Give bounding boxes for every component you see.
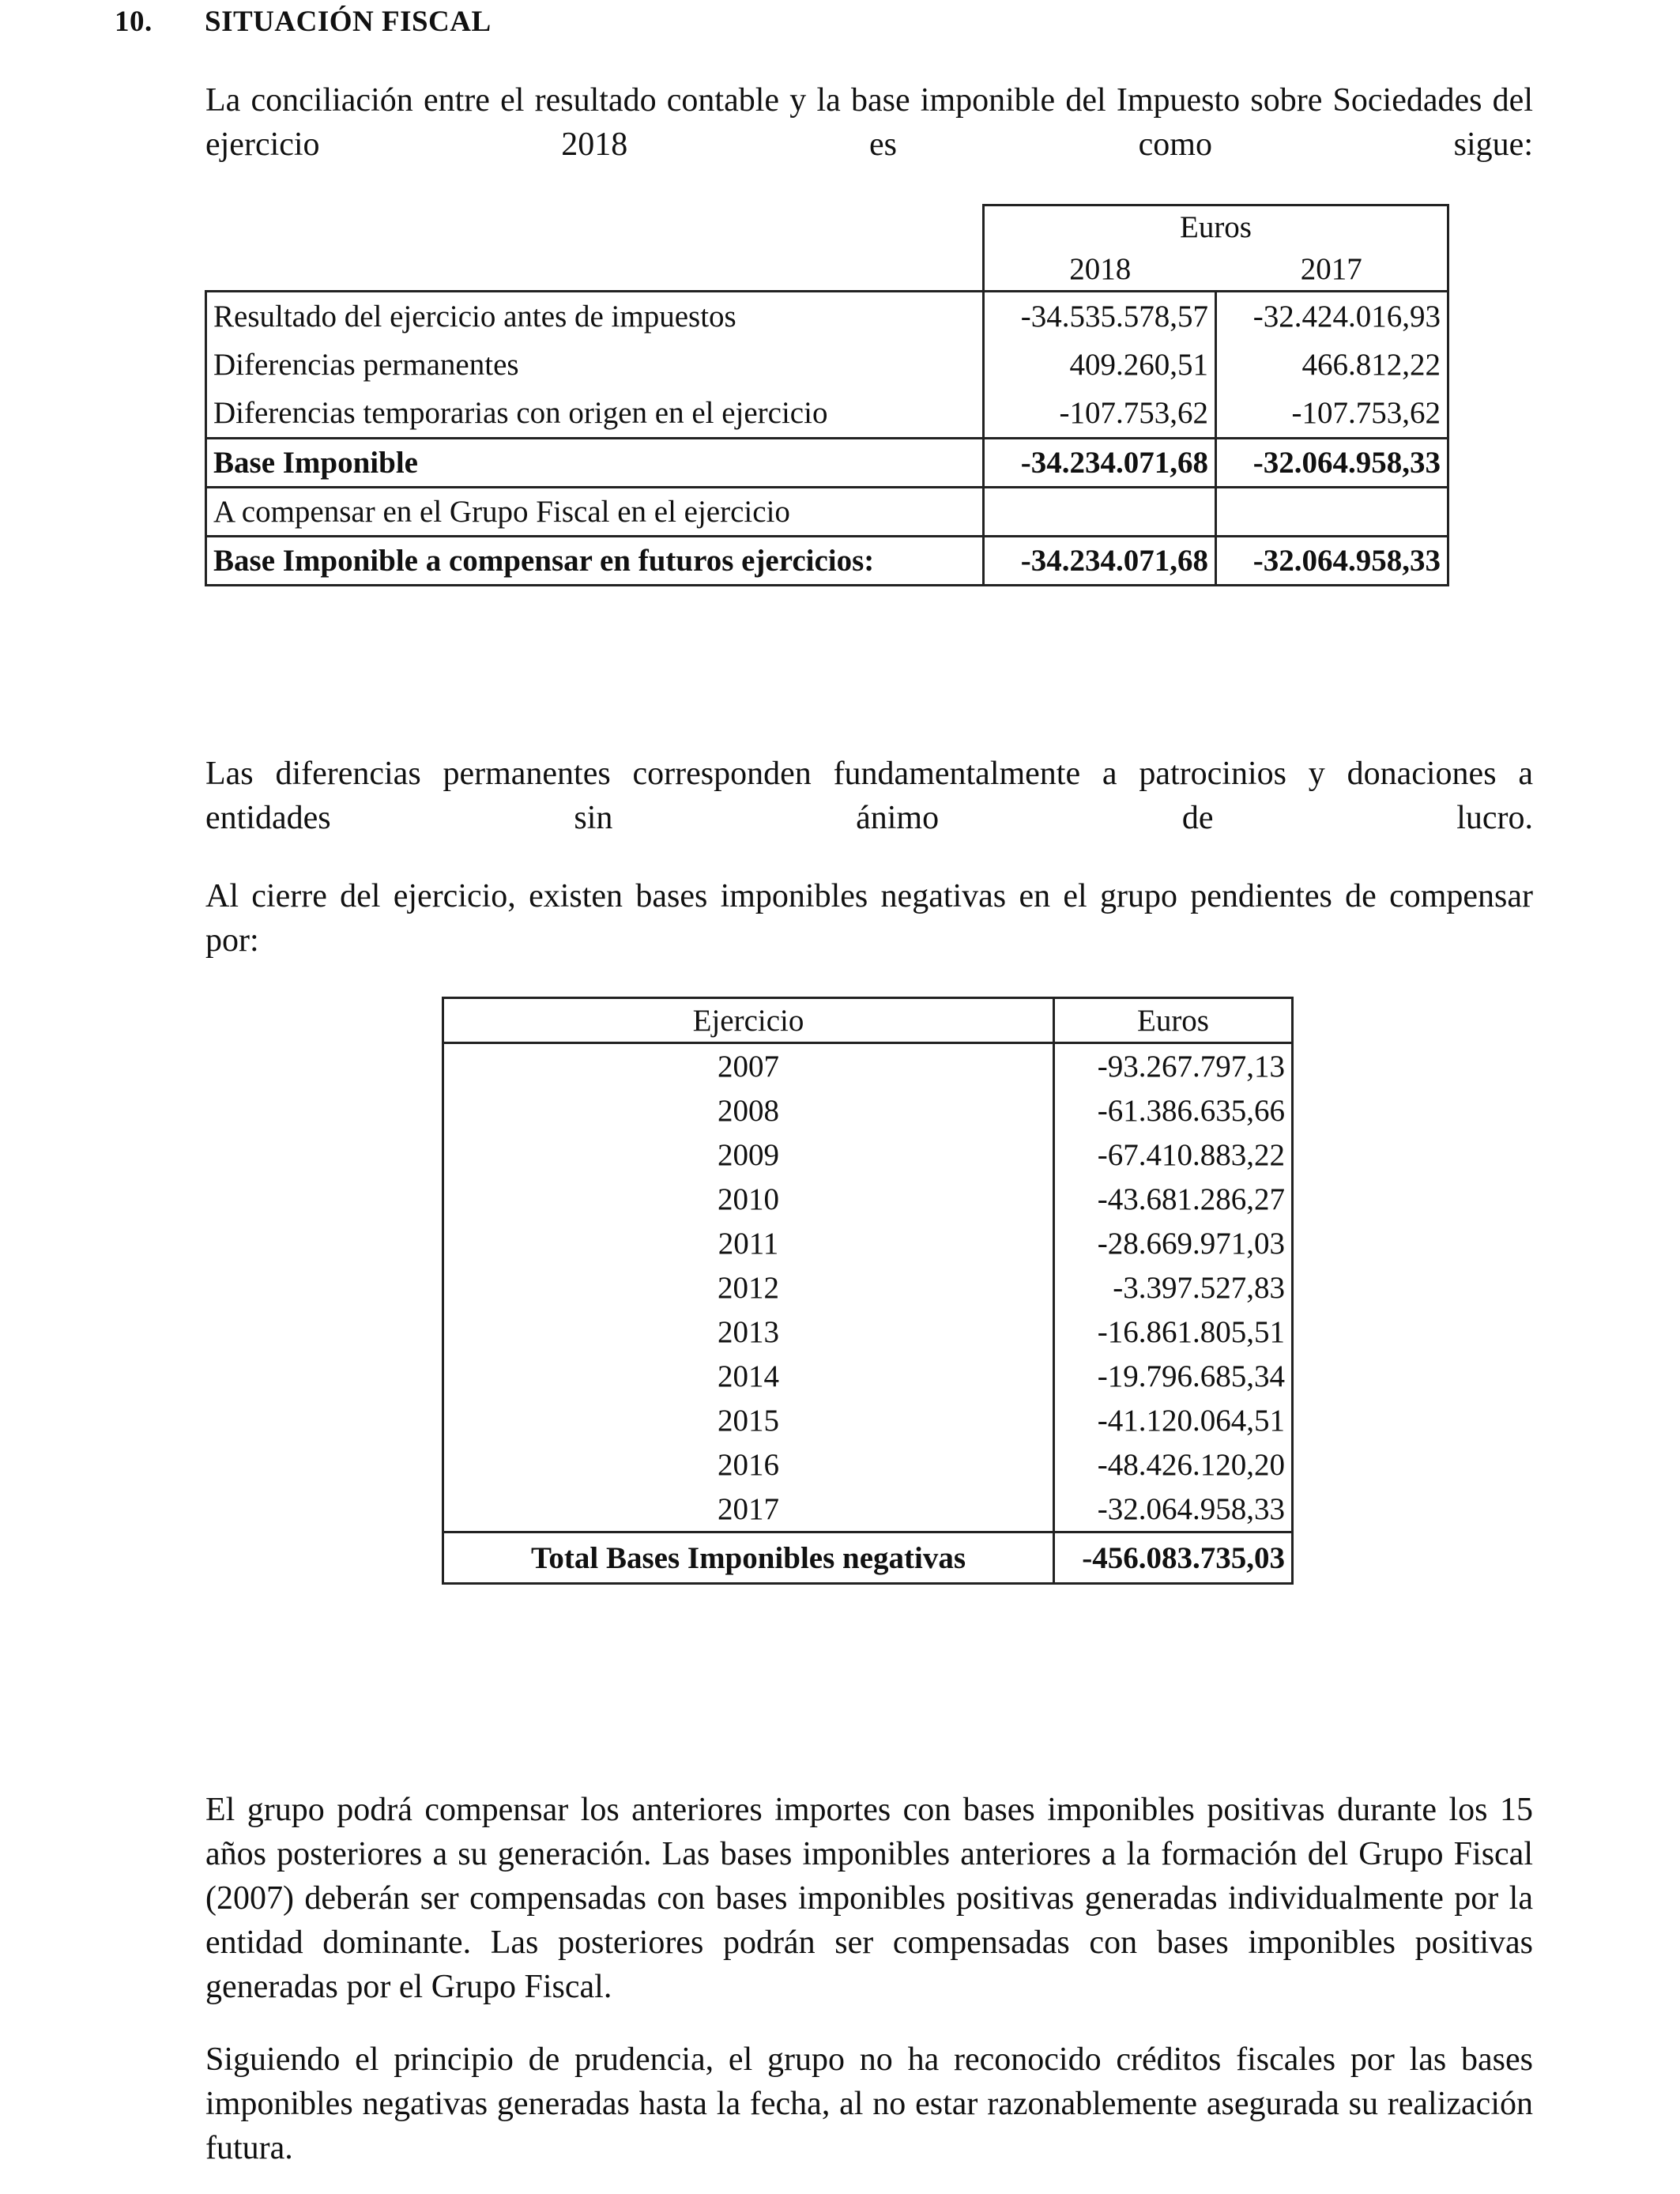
year-cell: 2015 [443, 1398, 1054, 1442]
table-row [206, 537, 1448, 586]
header-blank-cell [206, 248, 984, 292]
value-2017: -32.424.016,93 [1216, 292, 1448, 341]
table-row [443, 1354, 1293, 1398]
value-2018 [984, 488, 1216, 537]
year-cell: 2014 [443, 1354, 1054, 1398]
value-2017: 466.812,22 [1216, 341, 1448, 390]
value-2017: -32.064.958,33 [1216, 439, 1448, 488]
year-cell: 2013 [443, 1310, 1054, 1354]
negative-bases-table [442, 997, 1294, 1585]
year-cell: 2012 [443, 1265, 1054, 1310]
value-2018: -34.535.578,57 [984, 292, 1216, 341]
total-row [443, 1532, 1293, 1584]
section-title: SITUACIÓN FISCAL [205, 6, 492, 38]
row-label: Base Imponible [206, 439, 984, 488]
year-cell: 2007 [443, 1043, 1054, 1089]
total-amount: -456.083.735,03 [1054, 1532, 1293, 1584]
year-cell: 2008 [443, 1088, 1054, 1133]
amount-cell: -16.861.805,51 [1054, 1310, 1293, 1354]
section-heading [115, 5, 492, 39]
value-2017: -107.753,62 [1216, 390, 1448, 439]
table-row [443, 1398, 1293, 1442]
ejercicio-header: Ejercicio [443, 998, 1054, 1043]
reconciliation-table [205, 204, 1449, 586]
table-row [443, 1088, 1293, 1133]
row-label: Diferencias temporarias con origen en el ejercicio [206, 390, 984, 439]
table-row [443, 1043, 1293, 1089]
row-label: Resultado del ejercicio antes de impuestos [206, 292, 984, 341]
value-2018: -34.234.071,68 [984, 439, 1216, 488]
year-cell: 2017 [443, 1487, 1054, 1532]
amount-cell: -3.397.527,83 [1054, 1265, 1293, 1310]
table-row [206, 292, 1448, 341]
year-cell: 2011 [443, 1221, 1054, 1265]
table-row [443, 1487, 1293, 1532]
amount-cell: -67.410.883,22 [1054, 1133, 1293, 1177]
value-2017: -32.064.958,33 [1216, 537, 1448, 586]
table-header-row [206, 205, 1448, 249]
intro-paragraph: La conciliación entre el resultado contable y la base imponible del Impuesto sobre Sociedades del ejercicio 2018 es como sigue: [205, 82, 1533, 163]
table-row [206, 488, 1448, 537]
year-header-2017: 2017 [1216, 248, 1448, 292]
prudencia-paragraph: Siguiendo el principio de prudencia, el grupo no ha reconocido créditos fiscales por las bases imponibles negativas generadas hasta la fecha, al no estar razonablemente asegurada su realización futura. [205, 2041, 1533, 2166]
row-label: A compensar en el Grupo Fiscal en el ejercicio [206, 488, 984, 537]
amount-cell: -48.426.120,20 [1054, 1442, 1293, 1487]
amount-cell: -19.796.685,34 [1054, 1354, 1293, 1398]
table-row [443, 1265, 1293, 1310]
amount-cell: -41.120.064,51 [1054, 1398, 1293, 1442]
table-row [443, 1177, 1293, 1221]
permanentes-paragraph: Las diferencias permanentes corresponden fundamentalmente a patrocinios y donaciones a entidades sin ánimo de lucro. [205, 756, 1533, 836]
year-header-2018: 2018 [984, 248, 1216, 292]
table-row [206, 390, 1448, 439]
year-cell: 2009 [443, 1133, 1054, 1177]
row-label: Diferencias permanentes [206, 341, 984, 390]
amount-cell: -43.681.286,27 [1054, 1177, 1293, 1221]
compensar-paragraph: El grupo podrá compensar los anteriores importes con bases imponibles positivas durante los 15 años posteriores a su generación. Las bases imponibles anteriores a la formación del Grupo Fiscal (2007) deberán ser compensadas con bases imponibles positivas generadas individualmente por la entidad dominante. Las posteriores podrán ser compensadas con bases imponibles positivas generadas por el Grupo Fiscal. [205, 1792, 1533, 2005]
value-2018: -107.753,62 [984, 390, 1216, 439]
table-header-row [443, 998, 1293, 1043]
section-number: 10. [115, 6, 153, 38]
currency-header: Euros [984, 205, 1448, 249]
row-label: Base Imponible a compensar en futuros ejercicios: [206, 537, 984, 586]
total-label: Total Bases Imponibles negativas [443, 1532, 1054, 1584]
value-2017 [1216, 488, 1448, 537]
table-header-row [206, 248, 1448, 292]
cierre-paragraph: Al cierre del ejercicio, existen bases imponibles negativas en el grupo pendientes de compensar por: [205, 878, 1533, 959]
table-row [206, 439, 1448, 488]
amount-cell: -28.669.971,03 [1054, 1221, 1293, 1265]
table-row [443, 1442, 1293, 1487]
value-2018: 409.260,51 [984, 341, 1216, 390]
table-row [443, 1133, 1293, 1177]
value-2018: -34.234.071,68 [984, 537, 1216, 586]
amount-cell: -61.386.635,66 [1054, 1088, 1293, 1133]
year-cell: 2010 [443, 1177, 1054, 1221]
table-row [443, 1221, 1293, 1265]
year-cell: 2016 [443, 1442, 1054, 1487]
euros-header: Euros [1054, 998, 1293, 1043]
table-row [206, 341, 1448, 390]
table-row [443, 1310, 1293, 1354]
amount-cell: -93.267.797,13 [1054, 1043, 1293, 1089]
header-blank-cell [206, 205, 984, 249]
amount-cell: -32.064.958,33 [1054, 1487, 1293, 1532]
